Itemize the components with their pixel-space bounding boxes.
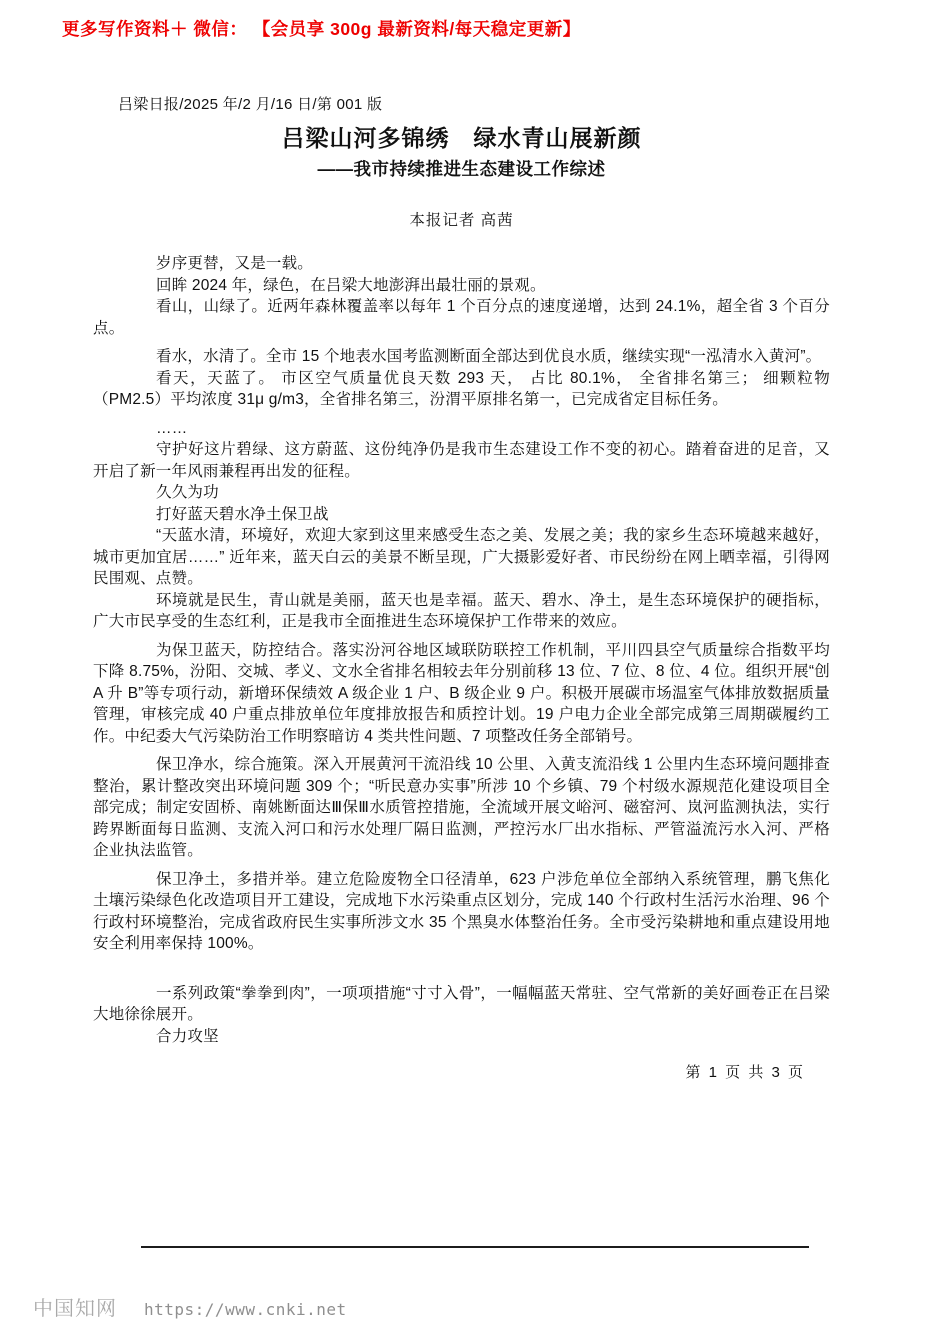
cnki-watermark — [33, 1292, 347, 1321]
footer-divider — [141, 1246, 809, 1248]
article-paragraph: …… — [156, 419, 188, 437]
source-line: 吕梁日报/2025 年/2 月/16 日/第 001 版 — [118, 96, 383, 113]
article-paragraph: 回眸 2024 年，绿色，在吕梁大地澎湃出最壮丽的景观。 — [156, 276, 546, 294]
article-paragraph: 看天，天蓝了。 市区空气质量优良天数 293 天， 占比 80.1%， 全省排名第三； 细颗粒物（PM2.5）平均浓度 31μ g/m3，全省排名第三，汾渭平原排名第一，已完成省定目标任务。 — [93, 369, 830, 408]
article-paragraph: 合力攻坚 — [156, 1027, 219, 1045]
article-paragraph: 看山，山绿了。近两年森林覆盖率以每年 1 个百分点的速度递增，达到 24.1%，超全省 3 个百分点。 — [93, 298, 830, 337]
article-paragraph: 保卫净土，多措并举。建立危险废物全口径清单，623 户涉危单位全部纳入系统管理，鹏飞焦化土壤污染绿色化改造项目开工建设，完成地下水污染重点区划分，完成 140 个行政村生活污水治理、96 个行政村环境整治，完成省政府民生实事所涉文水 35 个黑臭水体整治任务。全市受污染耕地和重点建设用地安全利用率保持 100%。 — [93, 870, 830, 952]
article-paragraph: 保卫净水，综合施策。深入开展黄河干流沿线 10 公里、入黄支流沿线 1 公里内生态环境问题排查整治，累计整改突出环境问题 309 个；“听民意办实事”所涉 10 个乡镇、79 个村级水源规范化建设项目全部完成；制定安固桥、南姚断面达Ⅲ保Ⅲ水质管控措施，全流域开展文峪河、磁窑河、岚河监测执法，实行跨界断面每日监测、支流入河口和污水处理厂隔日监测，严控污水厂出水指标、严管溢流污水入河、严格企业执法监管。 — [93, 756, 830, 859]
document-page — [93, 93, 830, 1082]
article-paragraph: 看水，水清了。全市 15 个地表水国考监测断面全部达到优良水质，继续实现“一泓清水入黄河”。 — [156, 348, 822, 365]
article-body — [93, 253, 830, 1047]
article-title: 吕梁山河多锦绣 绿水青山展新颜 — [281, 125, 642, 151]
cnki-url: https://www.cnki.net — [144, 1300, 347, 1319]
cnki-logo-text: 中国知网 — [33, 1298, 117, 1320]
promo-banner: 更多写作资料＋ 微信： 【会员享 300g 最新资料/每天稳定更新】 — [62, 19, 581, 39]
article-paragraph: 一系列政策“拳拳到肉”，一项项措施“寸寸入骨”，一幅幅蓝天常驻、空气常新的美好画卷正在吕梁大地徐徐展开。 — [93, 984, 830, 1023]
article-paragraph: 久久为功 — [156, 484, 219, 501]
article-subtitle: ——我市持续推进生态建设工作综述 — [317, 159, 606, 179]
article-paragraph: 打好蓝天碧水净土保卫战 — [156, 505, 329, 523]
article-paragraph: 岁序更替，又是一载。 — [156, 255, 314, 272]
article-paragraph: 为保卫蓝天，防控结合。落实汾河谷地区域联防联控工作机制，平川四县空气质量综合指数平均下降 8.75%，汾阳、交城、孝义、文水全省排名相较去年分别前移 13 位、7 位、8 位、4 位。组织开展“创 A 升 B”等专项行动，新增环保绩效 A 级企业 1 户、B 级企业 9 户。积极开展碳市场温室气体排放数据质量管理，审核完成 40 户重点排放单位年度排放报告和质控计划。19 户电力企业全部完成第三周期碳履约工作。中纪委大气污染防治工作明察暗访 4 类共性问题、7 项整改任务全部销号。 — [93, 641, 830, 745]
page-indicator: 第 1 页 共 3 页 — [685, 1064, 805, 1081]
article-paragraph: “天蓝水清，环境好，欢迎大家到这里来感受生态之美、发展之美；我的家乡生态环境越来越好，城市更加宜居……” 近年来，蓝天白云的美景不断呈现，广大摄影爱好者、市民纷纷在网上晒幸福，引得网民围观、点赞。 — [93, 527, 830, 587]
article-paragraph: 环境就是民生，青山就是美丽，蓝天也是幸福。蓝天、碧水、净土，是生态环境保护的硬指标，广大市民享受的生态红利，正是我市全面推进生态环境保护工作带来的效应。 — [93, 591, 830, 630]
article-paragraph: 守护好这片碧绿、这方蔚蓝、这份纯净仍是我市生态建设工作不变的初心。踏着奋进的足音，又开启了新一年风雨兼程再出发的征程。 — [93, 441, 830, 480]
article-byline: 本报记者 高茜 — [409, 212, 514, 229]
